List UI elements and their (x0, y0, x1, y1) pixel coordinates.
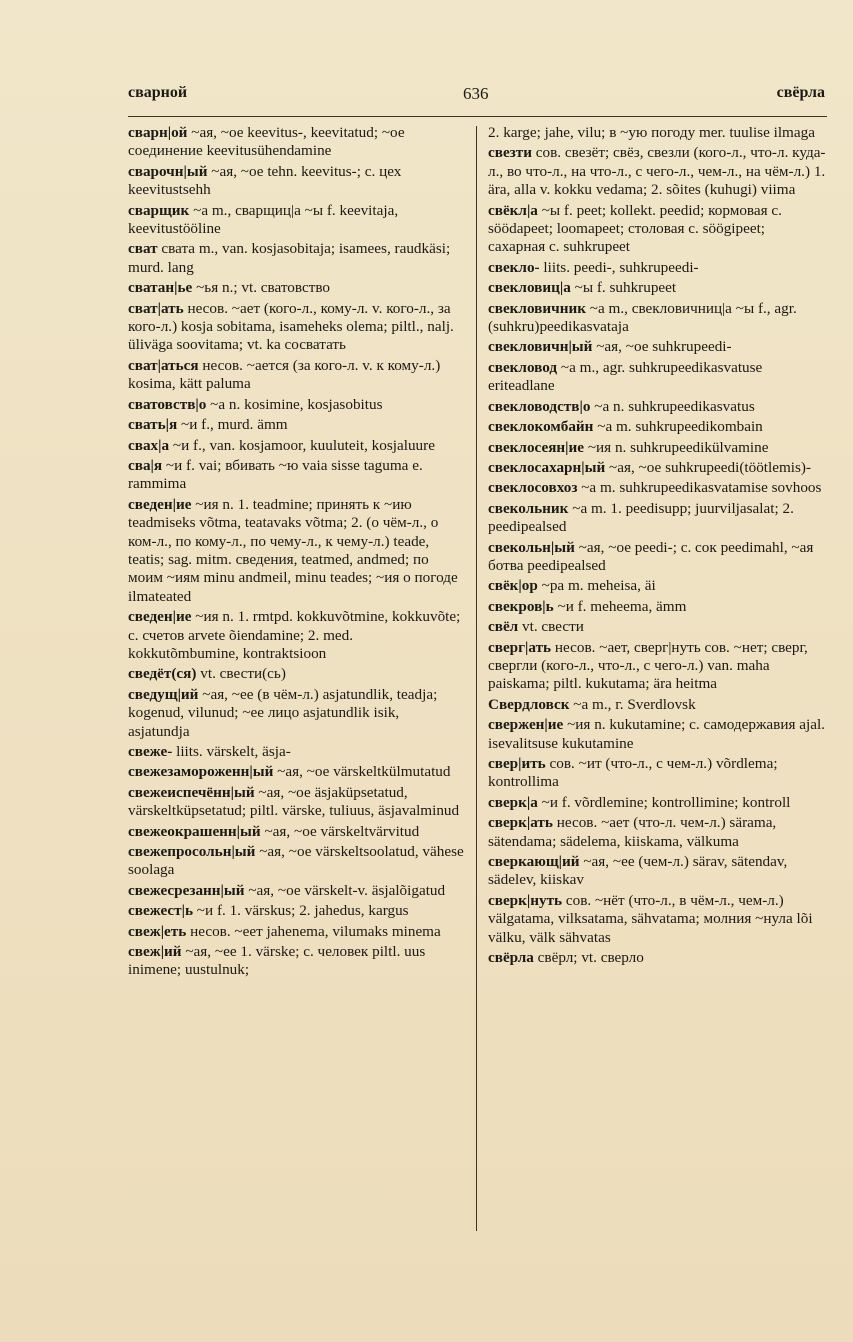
dictionary-entry (488, 755, 826, 792)
entry-headword: свекловичник (488, 299, 586, 317)
entry-headword: свеклосовхоз (488, 479, 578, 497)
entry-definition: ~а m. suhkrupeedikombain (593, 418, 763, 436)
dictionary-entry (128, 496, 464, 606)
header-first-word: сварной (128, 84, 188, 101)
dictionary-entry (128, 279, 464, 297)
entry-definition: ~ы f. peet; kollekt. peedid; кормовая с. söödapeet; loomapeet; столовая с. söögipeet; сахарная с. suhkrupeet (488, 201, 782, 256)
entry-headword: свекловод (488, 358, 558, 376)
entry-headword: свежеиспечённ|ый (128, 783, 255, 801)
entry-definition: ~ая, ~ое keevitus-, keevitatud; ~ое соединение keevitusühendamine (128, 124, 405, 160)
entry-definition: несов. ~ает (что-л. чем-л.) särama, sätendama; sädelema, kiiskama, välkuma (488, 814, 777, 850)
dictionary-entry (488, 398, 826, 416)
entry-headword: свах|а (128, 436, 170, 454)
entry-headword: сверк|а (488, 793, 538, 811)
dictionary-entry (488, 639, 826, 694)
entry-headword: свёл (488, 618, 519, 636)
dictionary-entry (128, 784, 464, 821)
page-number: 636 (463, 84, 489, 103)
entry-definition: ~ая, ~ое värskeltkülmutatud (273, 763, 451, 781)
dictionary-entry (128, 416, 464, 434)
dictionary-entry (488, 479, 826, 497)
dictionary-entry (128, 943, 464, 980)
dictionary-entry (488, 598, 826, 616)
entry-headword: свеклокомбайн (488, 418, 594, 436)
entry-definition: несов. ~ается (за кого-л. v. к кому-л.) kosima, kätt paluma (128, 356, 441, 393)
entry-definition: ~и f., murd. ämm (177, 416, 288, 434)
entry-headword: сватан|ье (128, 279, 193, 297)
entry-definition: ~и f., van. kosjamoor, kuuluteit, kosjaluure (169, 436, 435, 454)
entry-headword: свежест|ь (128, 902, 193, 920)
dictionary-entry (128, 396, 464, 414)
entry-definition: ~ия n. suhkrupeedikülvamine (584, 438, 769, 456)
dictionary-entry (488, 459, 826, 477)
entry-definition: liits. peedi-, suhkrupeedi- (539, 258, 699, 276)
entry-definition: ~ая, ~ее 1. värske; с. человек piltl. uus inimene; uustulnuk; (128, 943, 426, 979)
entry-headword: сват|ать (128, 299, 184, 317)
entry-headword: свеж|еть (128, 922, 187, 940)
header-rule (128, 116, 827, 117)
entry-headword: свекров|ь (488, 597, 554, 615)
entry-definition: ~ая, ~ое värskeltvärvitud (260, 822, 420, 840)
entry-headword: свекловичн|ый (488, 338, 593, 356)
entry-headword: свеж|ий (128, 943, 182, 961)
entry-headword: сварочн|ый (128, 162, 208, 180)
entry-definition: сов. свезёт; свёз, свезли (кого-л., что-л. куда-л., во что-л., на что-л., с чего-л., чем-л., на чём-л.) 1. ära, alla v. kokku vedama; 2. sõites (kuhugi) viima (488, 144, 826, 199)
dictionary-entry (488, 949, 826, 967)
dictionary-entry (488, 577, 826, 595)
entry-headword: свёк|ор (488, 577, 538, 595)
entry-definition: ~ия n. 1. teadmine; принять к ~ию teadmiseks võtma, teatavaks võtma; 2. (о чём-л., о ком-л., по кому-л., по чему-л., к чему-л.) teade, teatis; sag. mitm. сведения, teatmed, andmed; по моим ~иям minu andmeil, minu teades; ~ия о погоде ilmateated (128, 495, 458, 605)
dictionary-entry (128, 882, 464, 900)
entry-headword: сварщик (128, 201, 190, 219)
dictionary-entry (488, 696, 826, 714)
dictionary-entry (488, 618, 826, 636)
entry-definition: vt. свести(сь) (196, 665, 286, 683)
entry-definition: ~ая, ~ее (чем-л.) särav, sätendav, sädelev, kiiskav (488, 853, 788, 889)
entry-definition: ~и f. vai; вбивать ~ю vaia sisse taguma e. rammima (128, 456, 423, 493)
dictionary-entry (128, 300, 464, 355)
entry-headword: сват (128, 240, 158, 258)
entry-definition: ~а m., г. Sverdlovsk (569, 695, 696, 713)
entry-headword: сведен|ие (128, 608, 192, 626)
entry-definition: свёрл; vt. сверло (533, 949, 644, 967)
dictionary-entry (128, 686, 464, 741)
dictionary-entry (128, 763, 464, 781)
entry-definition: vt. свести (518, 618, 584, 636)
entry-definition: ~а n. kosimine, kosjasobitus (206, 395, 383, 413)
entry-headword: свежепросольн|ый (128, 843, 256, 861)
entry-definition: сов. ~ит (что-л., с чем-л.) võrdlema; kontrollima (488, 755, 778, 791)
entry-definition: ~а m. suhkrupeedikasvatamise sovhoos (577, 479, 822, 497)
entry-headword: свеже- (128, 743, 173, 760)
entry-headword: свекольник (488, 499, 569, 517)
dictionary-entry (128, 437, 464, 455)
entry-definition: ~и f. 1. värskus; 2. jahedus, kargus (193, 902, 409, 920)
entry-headword: сверг|ать (488, 638, 552, 656)
entry-headword: свеклосеян|ие (488, 438, 585, 456)
entry-definition: ~и f. meheema, ämm (553, 597, 687, 615)
entry-headword: сведёт(ся) (128, 665, 197, 683)
entry-headword: сведущ|ий (128, 685, 199, 703)
dictionary-entry (128, 163, 464, 200)
entry-definition: ~и f. võrdlemine; kontrollimine; kontroll (537, 793, 791, 811)
entry-headword: свер|ить (488, 755, 546, 772)
dictionary-entry (128, 608, 464, 663)
dictionary-entry (128, 357, 464, 394)
dictionary-entry (128, 124, 464, 161)
dictionary-entry (488, 418, 826, 436)
entry-definition: ~а m., свекловичниц|а ~ы f., agr. (suhkru)peedikasvataja (488, 299, 797, 336)
entry-headword: свержен|ие (488, 716, 564, 734)
entry-headword: сведен|ие (128, 495, 192, 513)
dictionary-entry (128, 457, 464, 494)
column-divider (476, 126, 477, 1231)
entry-definition: ~ья n.; vt. сватовство (192, 279, 331, 297)
dictionary-entry (488, 279, 826, 297)
entry-headword: свежеокрашенн|ый (128, 822, 261, 840)
entry-definition: несов. ~ает, сверг|нуть сов. ~нет; сверг, свергли (кого-л., что-л., с чего-л.) van. maha paiskama; piltl. kukutama; ära heitma (488, 638, 808, 693)
dictionary-entry (488, 124, 826, 142)
entry-definition: ~а m., сварщиц|а ~ы f. keevitaja, keevitustööline (128, 201, 399, 238)
entry-definition: liits. värskelt, äsja- (172, 743, 291, 760)
dictionary-entry (488, 539, 826, 576)
dictionary-entry (488, 338, 826, 356)
entry-headword: сварн|ой (128, 124, 188, 141)
left-column (128, 124, 464, 982)
entry-definition: ~а m. 1. peedisupp; juurviljasalat; 2. peedipealsed (488, 499, 794, 536)
entry-headword: сверк|нуть (488, 891, 563, 909)
dictionary-entry (488, 500, 826, 537)
entry-headword: свекловиц|а (488, 279, 571, 297)
dictionary-entry (128, 923, 464, 941)
entry-definition: ~а m., agr. suhkrupeedikasvatuse eriteadlane (488, 358, 763, 395)
dictionary-entry (488, 716, 826, 753)
entry-definition: ~ая, ~ое värskeltsoolatud, vähese soolaga (128, 843, 464, 879)
entry-headword: сватовств|о (128, 395, 207, 413)
entry-definition: ~ая, ~ое suhkrupeedi(töötlemis)- (605, 458, 812, 476)
entry-definition: несов. ~еет jahenema, vilumaks minema (186, 922, 441, 940)
entry-definition: сов. ~нёт (что-л., в чём-л., чем-л.) välgatama, vilksatama, sähvatama; молния ~нула lõi välku, välk sähvatas (488, 891, 813, 946)
dictionary-entry (128, 843, 464, 880)
dictionary-entry (488, 892, 826, 947)
entry-definition: ~ая, ~ое suhkrupeedi- (592, 338, 732, 356)
header-last-word: свёрла (776, 84, 825, 101)
entry-headword: сва|я (128, 456, 163, 474)
right-column (488, 124, 826, 969)
entry-definition: 2. karge; jahe, vilu; в ~ую погоду mer. tuulise ilmaga (488, 124, 815, 141)
entry-headword: свежезамороженн|ый (128, 763, 274, 781)
entry-definition: ~ая, ~ое äsjaküpsetatud, värskeltküpsetatud; piltl. värske, tuliuus, äsjavalminud (128, 783, 460, 820)
dictionary-entry (128, 823, 464, 841)
entry-headword: свать|я (128, 416, 178, 434)
entry-definition: ~ра m. meheisa, äi (537, 577, 656, 595)
entry-definition: ~ая, ~ое peedi-; с. сок peedimahl, ~ая ботва peedipealsed (488, 538, 814, 574)
entry-definition: ~ы f. suhkrupeet (570, 279, 677, 297)
entry-definition: ~ия n. 1. rmtpd. kokkuvõtmine, kokkuvõte; с. счетов arvete õiendamine; 2. med. kokkutõmbumine, kontraktsioon (128, 608, 461, 662)
entry-definition: ~ия n. kukutamine; с. самодержавия ajal. isevalitsuse kukutamine (488, 716, 825, 752)
entry-headword: Свердловск (488, 695, 570, 713)
dictionary-entry (128, 902, 464, 920)
entry-headword: свёкл|а (488, 201, 538, 219)
dictionary-entry (488, 202, 826, 257)
entry-definition: ~ая, ~ее (в чём-л.) asjatundlik, teadja; kogenud, vilunud; ~ее лицо asjatundlik isik, asjatundja (128, 685, 438, 740)
entry-headword: свекло- (488, 258, 540, 276)
entry-definition: ~ая, ~ое tehn. keevitus-; с. цех keevitustsehh (128, 162, 402, 199)
entry-headword: сверк|ать (488, 814, 553, 832)
page-header (128, 80, 825, 110)
entry-headword: свекольн|ый (488, 538, 575, 556)
dictionary-entry (488, 359, 826, 396)
entry-definition: ~а n. suhkrupeedikasvatus (590, 397, 755, 415)
entry-definition: свата m., van. kosjasobitaja; isamees, raudkäsi; murd. lang (128, 240, 451, 276)
dictionary-entry (488, 259, 826, 277)
entry-definition: ~ая, ~ое värskelt-v. äsjalõigatud (244, 881, 446, 899)
dictionary-entry (128, 743, 464, 761)
dictionary-entry (488, 853, 826, 890)
entry-headword: сват|аться (128, 356, 199, 374)
dictionary-entry (128, 240, 464, 277)
entry-headword: сверкающ|ий (488, 853, 580, 871)
entry-headword: свеклосахарн|ый (488, 458, 606, 476)
dictionary-entry (488, 300, 826, 337)
entry-headword: свежесрезанн|ый (128, 881, 245, 899)
entry-definition: несов. ~ает (кого-л., кому-л. v. кого-л., за кого-л.) kosja sobitama, isameheks olema; piltl., nalj. üliväga soovitama; vt. ka сосватать (128, 299, 454, 354)
dictionary-entry (488, 439, 826, 457)
dictionary-entry (488, 144, 826, 199)
entry-headword: свёрла (488, 949, 534, 967)
entry-headword: свекловодств|о (488, 397, 591, 415)
dictionary-entry (128, 202, 464, 239)
dictionary-entry (488, 814, 826, 851)
dictionary-entry (488, 794, 826, 812)
dictionary-entry (128, 665, 464, 683)
entry-headword: свезти (488, 144, 532, 162)
